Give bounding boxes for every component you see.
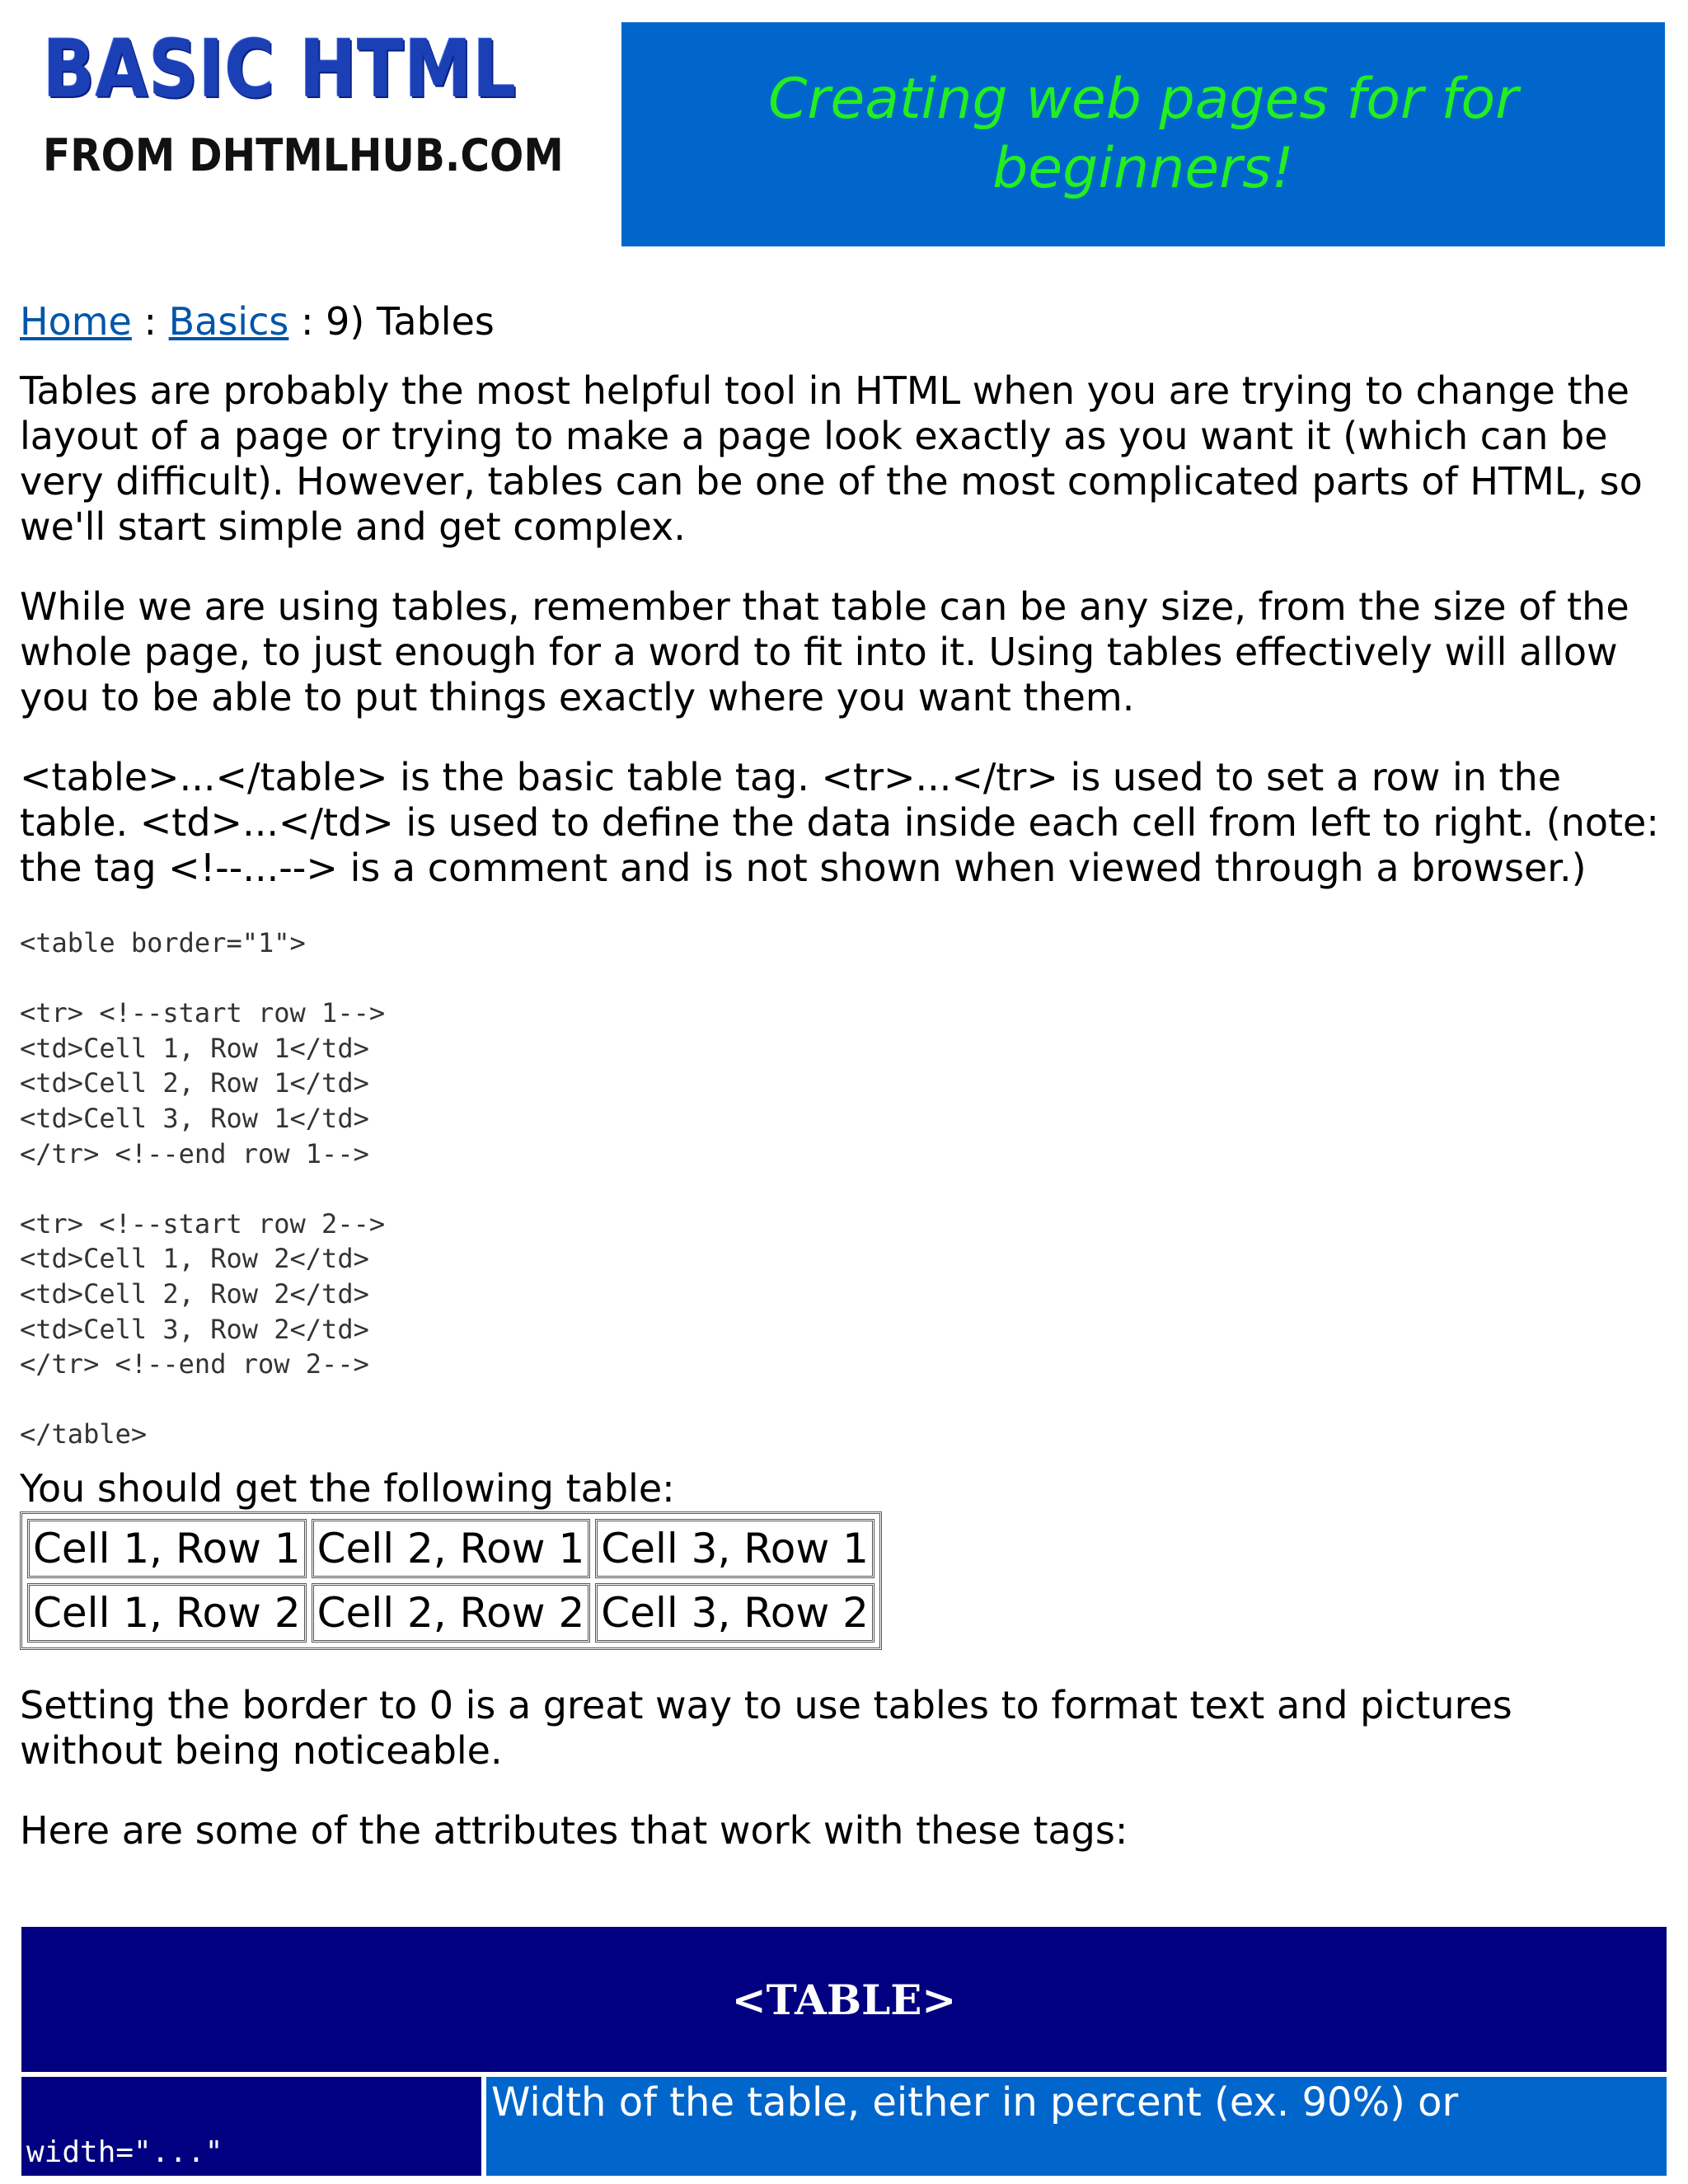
tagline-text: Creating web pages for for beginners!	[767, 67, 1519, 201]
size-paragraph: While we are using tables, remember that table can be any size, from the size of the whole page, to just enough for a word to fit into it. Using tables effectively will allow you to be able to put things exactly where you want them.	[20, 584, 1629, 719]
table-row	[27, 1519, 874, 1578]
breadcrumb-home-link[interactable]: Home	[20, 299, 132, 344]
attribute-description: Width of the table, either in percent (ex. 90%) or	[486, 2077, 1667, 2176]
logo-subtitle: FROM DHTMLHUB.COM	[43, 129, 564, 181]
attribute-row	[21, 2077, 1667, 2176]
attributes-intro-paragraph: Here are some of the attributes that work with these tags:	[20, 1807, 1128, 1853]
breadcrumb-separator: :	[288, 299, 326, 344]
demo-table	[20, 1511, 882, 1650]
attribute-name: width="..."	[21, 2077, 481, 2176]
code-example: <table border="1"> <tr> <!--start row 1--> <td>Cell 1, Row 1</td> <td>Cell 2, Row 1</td> <td>Cell 3, Row 1</td> </tr> <!--end row 1--> <tr> <!--start row 2--> <td>Cell 1, Row 2</td> <td>Cell 2, Row 2</td> <td>Cell 3, Row 2</td> </tr> <!--end row 2--> </table>	[20, 927, 386, 1451]
attributes-table	[21, 1927, 1667, 2176]
logo-title: BASIC HTML	[43, 23, 518, 115]
tagline-banner	[621, 22, 1665, 246]
result-intro-text: You should get the following table:	[20, 1465, 675, 1511]
table-cell: Cell 2, Row 2	[312, 1583, 591, 1643]
tags-paragraph: <table>...</table> is the basic table tag. <tr>...</tr> is used to set a row in the table. <td>...</td> is used to define the data inside each cell from left to right. (note: the tag <!--...--> is a comment and is not shown when viewed through a browser.)	[20, 755, 1659, 890]
table-cell: Cell 3, Row 1	[595, 1519, 874, 1578]
intro-paragraph: Tables are probably the most helpful tool in HTML when you are trying to change the layout of a page or trying to make a page look exactly as you want it (which can be very difficult). However, tables can be one of the most complicated parts of HTML, so we'll start simple and get complex.	[20, 368, 1643, 549]
border-tip-paragraph: Setting the border to 0 is a great way to use tables to format text and pictures without being noticeable.	[20, 1682, 1512, 1773]
main-content	[20, 293, 1665, 1888]
breadcrumb-basics-link[interactable]: Basics	[168, 299, 289, 344]
breadcrumb	[20, 293, 1665, 350]
attributes-table-header: <TABLE>	[21, 1927, 1667, 2072]
breadcrumb-separator: :	[131, 299, 169, 344]
table-cell: Cell 1, Row 2	[27, 1583, 307, 1643]
table-cell: Cell 2, Row 1	[312, 1519, 591, 1578]
site-logo[interactable]	[36, 25, 613, 198]
breadcrumb-current: 9) Tables	[326, 299, 495, 344]
table-cell: Cell 1, Row 1	[27, 1519, 307, 1578]
table-cell: Cell 3, Row 2	[595, 1583, 874, 1643]
table-row	[27, 1583, 874, 1643]
